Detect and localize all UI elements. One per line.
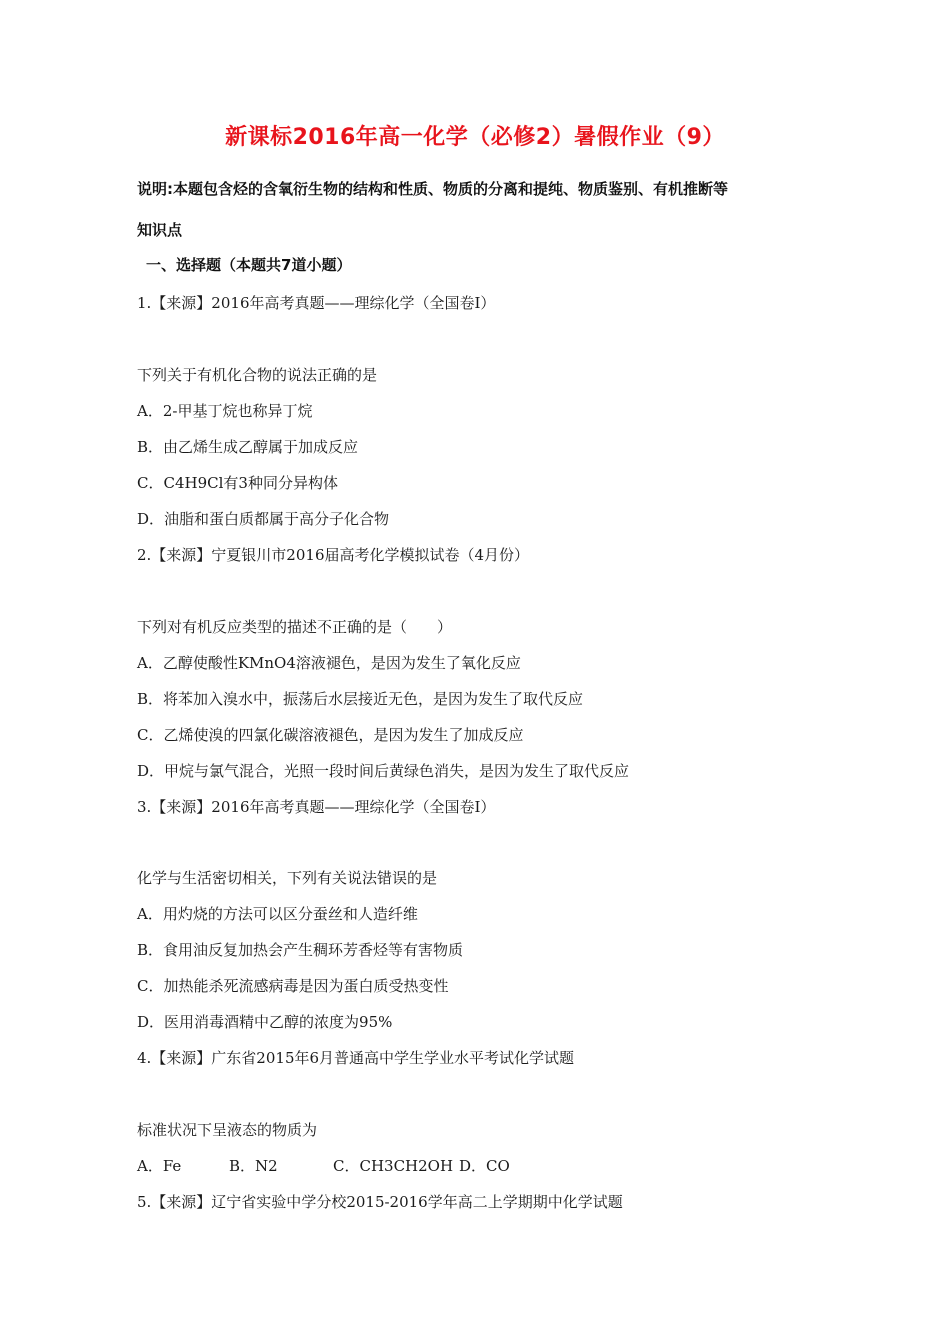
question-4-option-a: A．Fe xyxy=(137,1157,182,1175)
question-2-option-d: D．甲烷与氯气混合，光照一段时间后黄绿色消失，是因为发生了取代反应 xyxy=(137,762,630,780)
question-1-stem: 下列关于有机化合物的说法正确的是 xyxy=(137,366,378,384)
question-4-option-b: B．N2 xyxy=(229,1157,278,1175)
question-1-source: 1.【来源】2016年高考真题——理综化学（全国卷Ⅰ） xyxy=(137,294,496,312)
question-3-option-d: D．医用消毒酒精中乙醇的浓度为95% xyxy=(137,1013,393,1031)
question-5-source: 5.【来源】辽宁省实验中学分校2015-2016学年高二上学期期中化学试题 xyxy=(137,1193,623,1211)
question-4-options xyxy=(137,1155,510,1176)
question-3-source: 3.【来源】2016年高考真题——理综化学（全国卷Ⅰ） xyxy=(137,798,496,816)
question-2-option-c: C．乙烯使溴的四氯化碳溶液褪色，是因为发生了加成反应 xyxy=(137,726,524,744)
question-3-option-b: B．食用油反复加热会产生稠环芳香烃等有害物质 xyxy=(137,941,464,959)
question-3-stem: 化学与生活密切相关，下列有关说法错误的是 xyxy=(137,869,438,887)
question-1-option-a: A．2-甲基丁烷也称异丁烷 xyxy=(137,402,313,420)
question-2-source: 2.【来源】宁夏银川市2016届高考化学模拟试卷（4月份） xyxy=(137,546,530,564)
question-4-option-c: C．CH3CH2OH xyxy=(333,1157,454,1175)
question-3-option-a: A．用灼烧的方法可以区分蚕丝和人造纤维 xyxy=(137,905,418,923)
question-2-stem: 下列对有机反应类型的描述不正确的是（ ） xyxy=(137,618,453,636)
question-3-option-c: C．加热能杀死流感病毒是因为蛋白质受热变性 xyxy=(137,977,449,995)
section-header: 一、选择题（本题共7道小题） xyxy=(146,256,352,274)
question-4-stem: 标准状况下呈液态的物质为 xyxy=(137,1121,318,1139)
description-line-1: 说明:本题包含烃的含氧衍生物的结构和性质、物质的分离和提纯、物质鉴别、有机推断等 xyxy=(137,180,729,198)
question-4-option-d: D．CO xyxy=(459,1157,510,1175)
question-2-option-a: A．乙醇使酸性KMnO4溶液褪色，是因为发生了氧化反应 xyxy=(137,654,521,672)
question-1-option-b: B．由乙烯生成乙醇属于加成反应 xyxy=(137,438,359,456)
question-1-option-d: D．油脂和蛋白质都属于高分子化合物 xyxy=(137,510,390,528)
question-4-source: 4.【来源】广东省2015年6月普通高中学生学业水平考试化学试题 xyxy=(137,1049,575,1067)
question-1-option-c: C．C4H9Cl有3种同分异构体 xyxy=(137,474,338,492)
question-2-option-b: B．将苯加入溴水中，振荡后水层接近无色，是因为发生了取代反应 xyxy=(137,690,584,708)
document-title: 新课标2016年高一化学（必修2）暑假作业（9） xyxy=(225,125,725,150)
description-line-2: 知识点 xyxy=(137,221,183,239)
